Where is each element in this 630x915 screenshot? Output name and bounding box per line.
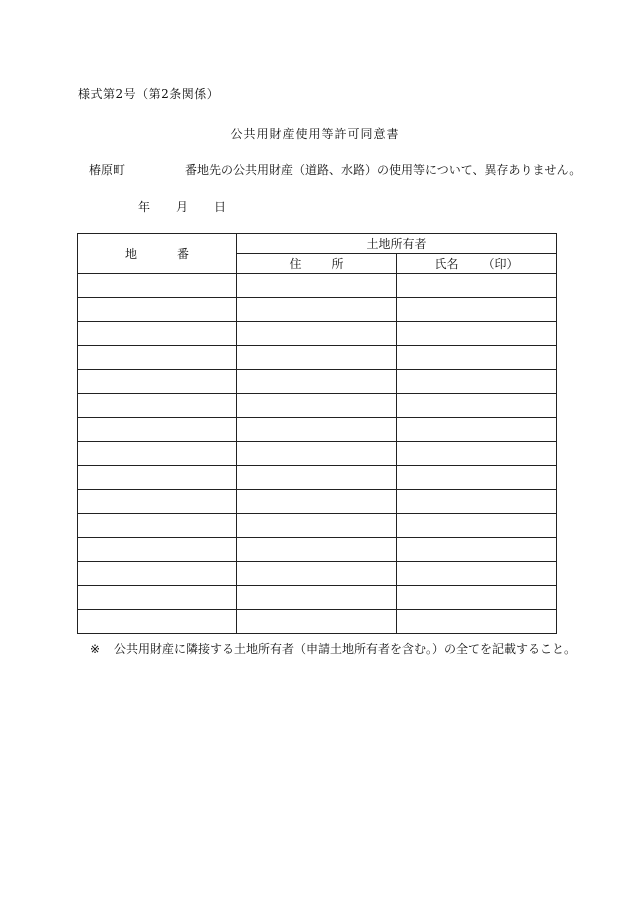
address-cell[interactable]: [237, 394, 397, 418]
consent-statement: [89, 161, 581, 178]
document-title: 公共用財産使用等許可同意書: [230, 127, 400, 141]
date-year-label: 年: [138, 200, 151, 214]
name-cell[interactable]: [397, 586, 557, 610]
table-row: [78, 298, 557, 322]
table-row: [78, 490, 557, 514]
landowner-rows: [78, 274, 557, 634]
table-row: [78, 442, 557, 466]
town-name: 椿原町: [89, 163, 126, 177]
landowner-header: 土地所有者: [237, 234, 557, 254]
address-cell[interactable]: [237, 322, 397, 346]
name-cell[interactable]: [397, 466, 557, 490]
name-cell[interactable]: [397, 538, 557, 562]
name-cell[interactable]: [397, 370, 557, 394]
lot-number-cell[interactable]: [78, 466, 237, 490]
table-row: [78, 418, 557, 442]
lot-number-cell[interactable]: [78, 418, 237, 442]
table-row: [78, 610, 557, 634]
address-cell[interactable]: [237, 538, 397, 562]
address-cell[interactable]: [237, 586, 397, 610]
name-cell[interactable]: [397, 514, 557, 538]
table-row: [78, 322, 557, 346]
lot-number-cell[interactable]: [78, 586, 237, 610]
address-cell[interactable]: [237, 418, 397, 442]
table-row: [78, 394, 557, 418]
address-cell[interactable]: [237, 442, 397, 466]
name-cell[interactable]: [397, 394, 557, 418]
lot-number-cell[interactable]: [78, 274, 237, 298]
name-cell[interactable]: [397, 298, 557, 322]
address-cell[interactable]: [237, 610, 397, 634]
address-cell[interactable]: [237, 298, 397, 322]
date-line: [138, 198, 226, 215]
lot-number-cell[interactable]: [78, 346, 237, 370]
address-cell[interactable]: [237, 274, 397, 298]
address-cell[interactable]: [237, 370, 397, 394]
lot-number-cell[interactable]: [78, 394, 237, 418]
name-cell[interactable]: [397, 490, 557, 514]
table-row: [78, 586, 557, 610]
name-cell[interactable]: [397, 322, 557, 346]
note-mark: ※: [90, 642, 101, 656]
landowner-table: [77, 233, 557, 634]
date-day-label: 日: [214, 200, 227, 214]
name-cell[interactable]: [397, 346, 557, 370]
address-cell[interactable]: [237, 514, 397, 538]
consent-text: 番地先の公共用財産（道路、水路）の使用等について、異存ありません。: [185, 163, 582, 177]
seal-header-label: （印）: [482, 257, 519, 271]
table-row: [78, 370, 557, 394]
address-header: 住所: [237, 254, 397, 274]
lot-number-cell[interactable]: [78, 370, 237, 394]
lot-number-cell[interactable]: [78, 298, 237, 322]
note-text: 公共用財産に隣接する土地所有者（申請土地所有者を含む。）の全てを記載すること。: [114, 642, 577, 656]
name-cell[interactable]: [397, 418, 557, 442]
table-row: [78, 514, 557, 538]
lot-number-cell[interactable]: [78, 610, 237, 634]
address-cell[interactable]: [237, 346, 397, 370]
lot-number-cell[interactable]: [78, 442, 237, 466]
form-number: 様式第2号（第2条関係）: [78, 87, 220, 101]
address-cell[interactable]: [237, 490, 397, 514]
name-header-label: 氏名: [434, 257, 459, 271]
lot-number-cell[interactable]: [78, 562, 237, 586]
table-row: [78, 346, 557, 370]
table-row: [78, 466, 557, 490]
table-row: [78, 538, 557, 562]
name-cell[interactable]: [397, 442, 557, 466]
address-cell[interactable]: [237, 466, 397, 490]
name-cell[interactable]: [397, 562, 557, 586]
date-month-label: 月: [176, 200, 189, 214]
table-row: [78, 562, 557, 586]
lot-number-cell[interactable]: [78, 514, 237, 538]
lot-number-header: 地番: [78, 234, 237, 274]
name-cell[interactable]: [397, 274, 557, 298]
footnote: [90, 640, 576, 657]
lot-number-cell[interactable]: [78, 322, 237, 346]
name-cell[interactable]: [397, 610, 557, 634]
name-seal-header: [397, 254, 557, 274]
lot-number-cell[interactable]: [78, 490, 237, 514]
lot-number-cell[interactable]: [78, 538, 237, 562]
address-cell[interactable]: [237, 562, 397, 586]
table-row: [78, 274, 557, 298]
